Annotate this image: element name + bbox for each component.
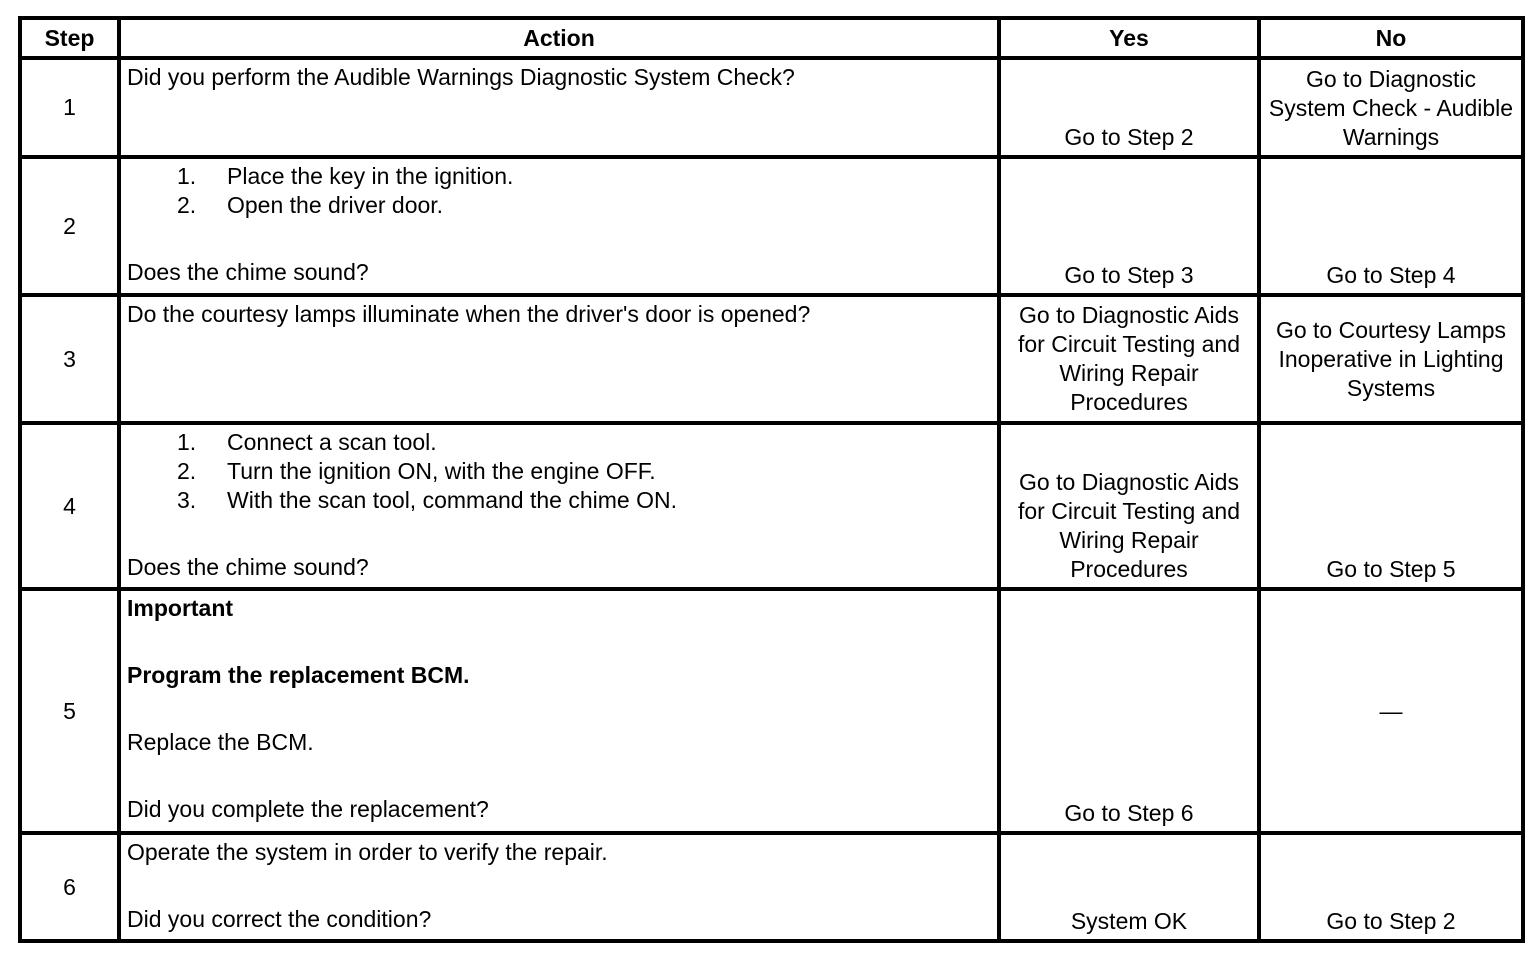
no-cell: Go to Diagnostic System Check - Audible Warnings bbox=[1259, 58, 1523, 157]
substep-number: 1. bbox=[177, 429, 197, 455]
step-number: 1 bbox=[20, 58, 119, 157]
action-cell bbox=[119, 295, 999, 423]
step-number: 6 bbox=[20, 833, 119, 941]
no-cell: Go to Step 4 bbox=[1259, 157, 1523, 295]
action-cell bbox=[119, 423, 999, 589]
substep-number: 1. bbox=[177, 163, 197, 189]
action-question: Do the courtesy lamps illuminate when the driver's door is opened? bbox=[127, 301, 811, 327]
action-cell bbox=[119, 157, 999, 295]
substep-text: With the scan tool, command the chime ON. bbox=[227, 487, 677, 513]
substep-text: Turn the ignition ON, with the engine OFF. bbox=[227, 458, 656, 484]
list-item bbox=[177, 457, 991, 486]
yes-cell: Go to Step 3 bbox=[999, 157, 1259, 295]
substep-number: 2. bbox=[177, 458, 197, 484]
no-cell: Go to Step 5 bbox=[1259, 423, 1523, 589]
action-question: Did you complete the replacement? bbox=[127, 796, 489, 822]
diagnostic-table bbox=[18, 16, 1525, 943]
substep-number: 3. bbox=[177, 487, 197, 513]
table-row bbox=[20, 589, 1523, 833]
yes-cell: Go to Step 2 bbox=[999, 58, 1259, 157]
header-no: No bbox=[1259, 18, 1523, 58]
action-question: Does the chime sound? bbox=[127, 554, 369, 580]
list-item bbox=[177, 428, 991, 457]
action-cell bbox=[119, 58, 999, 157]
table-row bbox=[20, 58, 1523, 157]
action-instruction: Replace the BCM. bbox=[127, 729, 314, 755]
action-question: Does the chime sound? bbox=[127, 259, 369, 285]
substep-text: Connect a scan tool. bbox=[227, 429, 437, 455]
list-item bbox=[177, 162, 991, 191]
action-question: Did you correct the condition? bbox=[127, 906, 432, 932]
no-cell: — bbox=[1259, 589, 1523, 833]
no-cell: Go to Step 2 bbox=[1259, 833, 1523, 941]
yes-cell: Go to Diagnostic Aids for Circuit Testing and Wiring Repair Procedures bbox=[999, 423, 1259, 589]
substep-number: 2. bbox=[177, 192, 197, 218]
yes-cell: Go to Step 6 bbox=[999, 589, 1259, 833]
table-row bbox=[20, 833, 1523, 941]
important-text: Program the replacement BCM. bbox=[127, 662, 470, 688]
important-label: Important bbox=[127, 595, 234, 621]
list-item bbox=[177, 486, 991, 515]
step-number: 4 bbox=[20, 423, 119, 589]
yes-cell: System OK bbox=[999, 833, 1259, 941]
table-row bbox=[20, 423, 1523, 589]
substep-list bbox=[127, 162, 991, 220]
no-cell: Go to Courtesy Lamps Inoperative in Lighting Systems bbox=[1259, 295, 1523, 423]
header-yes: Yes bbox=[999, 18, 1259, 58]
yes-cell: Go to Diagnostic Aids for Circuit Testing and Wiring Repair Procedures bbox=[999, 295, 1259, 423]
step-number: 3 bbox=[20, 295, 119, 423]
table-row bbox=[20, 157, 1523, 295]
substep-list bbox=[127, 428, 991, 515]
action-instruction: Operate the system in order to verify the repair. bbox=[127, 839, 608, 865]
substep-text: Open the driver door. bbox=[227, 192, 444, 218]
header-step: Step bbox=[20, 18, 119, 58]
action-question: Did you perform the Audible Warnings Diagnostic System Check? bbox=[127, 64, 795, 90]
header-row bbox=[20, 18, 1523, 58]
action-cell bbox=[119, 589, 999, 833]
action-cell bbox=[119, 833, 999, 941]
header-action: Action bbox=[119, 18, 999, 58]
list-item bbox=[177, 191, 991, 220]
step-number: 2 bbox=[20, 157, 119, 295]
table-row bbox=[20, 295, 1523, 423]
substep-text: Place the key in the ignition. bbox=[227, 163, 514, 189]
step-number: 5 bbox=[20, 589, 119, 833]
